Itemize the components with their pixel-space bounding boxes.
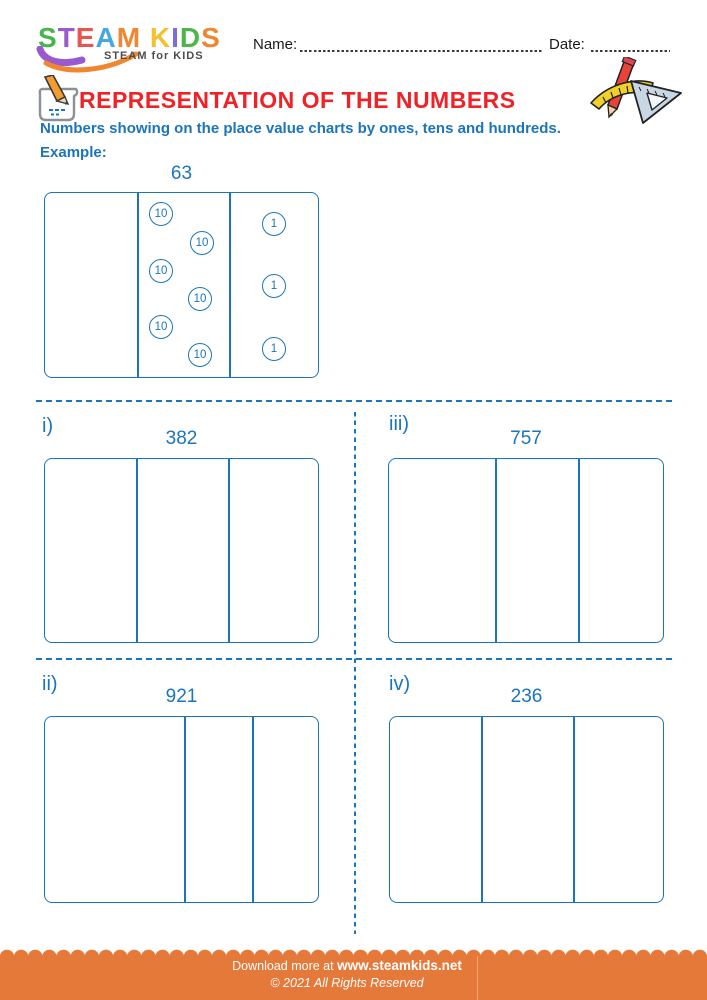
- counter-circle-1: 1: [262, 274, 286, 298]
- logo-letter: K: [149, 22, 172, 53]
- counter-circle-10: 10: [149, 202, 173, 226]
- counter-circle-10: 10: [149, 259, 173, 283]
- column-divider: [495, 459, 497, 642]
- counter-circle-10: 10: [188, 287, 212, 311]
- problem-iii-number: 757: [510, 428, 542, 449]
- logo-wordmark: [38, 24, 221, 52]
- horizontal-separator-1: [36, 400, 672, 402]
- problem-iv-number: 236: [510, 686, 543, 707]
- footer-download-text: [0, 958, 694, 973]
- column-divider: [184, 717, 186, 902]
- place-value-chart-ii[interactable]: [44, 716, 319, 903]
- problem-i-number: 382: [165, 428, 198, 449]
- logo-letter: S: [201, 22, 221, 53]
- date-input-line[interactable]: [591, 50, 670, 52]
- logo-letter: M: [116, 22, 142, 53]
- place-value-chart-i[interactable]: [44, 458, 319, 643]
- logo-letter: A: [95, 22, 117, 53]
- problem-iii-label: iii): [389, 413, 409, 435]
- logo-letter: E: [75, 22, 96, 53]
- counter-circle-10: 10: [149, 315, 173, 339]
- name-label: Name:: [253, 36, 298, 53]
- name-date-row: [253, 36, 673, 58]
- column-divider: [481, 717, 483, 902]
- date-label: Date:: [549, 36, 585, 53]
- problem-ii-label: ii): [42, 673, 58, 695]
- example-number: 63: [170, 163, 193, 184]
- logo-letter: [141, 22, 150, 53]
- logo-letter: T: [57, 22, 76, 53]
- counter-circle-1: 1: [262, 337, 286, 361]
- name-input-line[interactable]: [300, 50, 542, 52]
- column-divider: [228, 459, 230, 642]
- column-divider: [573, 717, 575, 902]
- logo-letter: I: [171, 22, 180, 53]
- vertical-separator: [354, 412, 356, 934]
- worksheet-instruction: Numbers showing on the place value charts by ones, tens and hundreds.: [40, 120, 561, 137]
- counter-circle-10: 10: [188, 343, 212, 367]
- footer-copyright: © 2021 All Rights Reserved: [270, 976, 424, 990]
- ruler-pencil-setsquare-icon: [589, 57, 684, 129]
- column-divider: [578, 459, 580, 642]
- page-title: REPRESENTATION OF THE NUMBERS: [79, 87, 516, 113]
- place-value-chart-iv[interactable]: [389, 716, 664, 903]
- counter-circle-10: 10: [190, 231, 214, 255]
- column-divider: [137, 193, 139, 377]
- column-divider: [252, 717, 254, 902]
- counter-circle-1: 1: [262, 212, 286, 236]
- problem-ii-number: 921: [165, 686, 198, 707]
- notepad-pencil-icon: [37, 75, 79, 123]
- example-place-value-chart: [44, 192, 319, 378]
- footer-download-prefix: Download more at: [232, 959, 338, 973]
- footer-url: www.steamkids.net: [337, 958, 462, 973]
- logo-tagline: STEAM for KIDS: [104, 50, 204, 62]
- problem-iv-label: iv): [389, 673, 411, 695]
- steam-kids-logo: [38, 24, 248, 76]
- example-label: Example:: [40, 144, 107, 161]
- logo-letter: D: [179, 22, 202, 53]
- problem-i-label: i): [42, 415, 54, 437]
- column-divider: [136, 459, 138, 642]
- logo-letter: S: [38, 22, 58, 53]
- place-value-chart-iii[interactable]: [388, 458, 664, 643]
- column-divider: [229, 193, 231, 377]
